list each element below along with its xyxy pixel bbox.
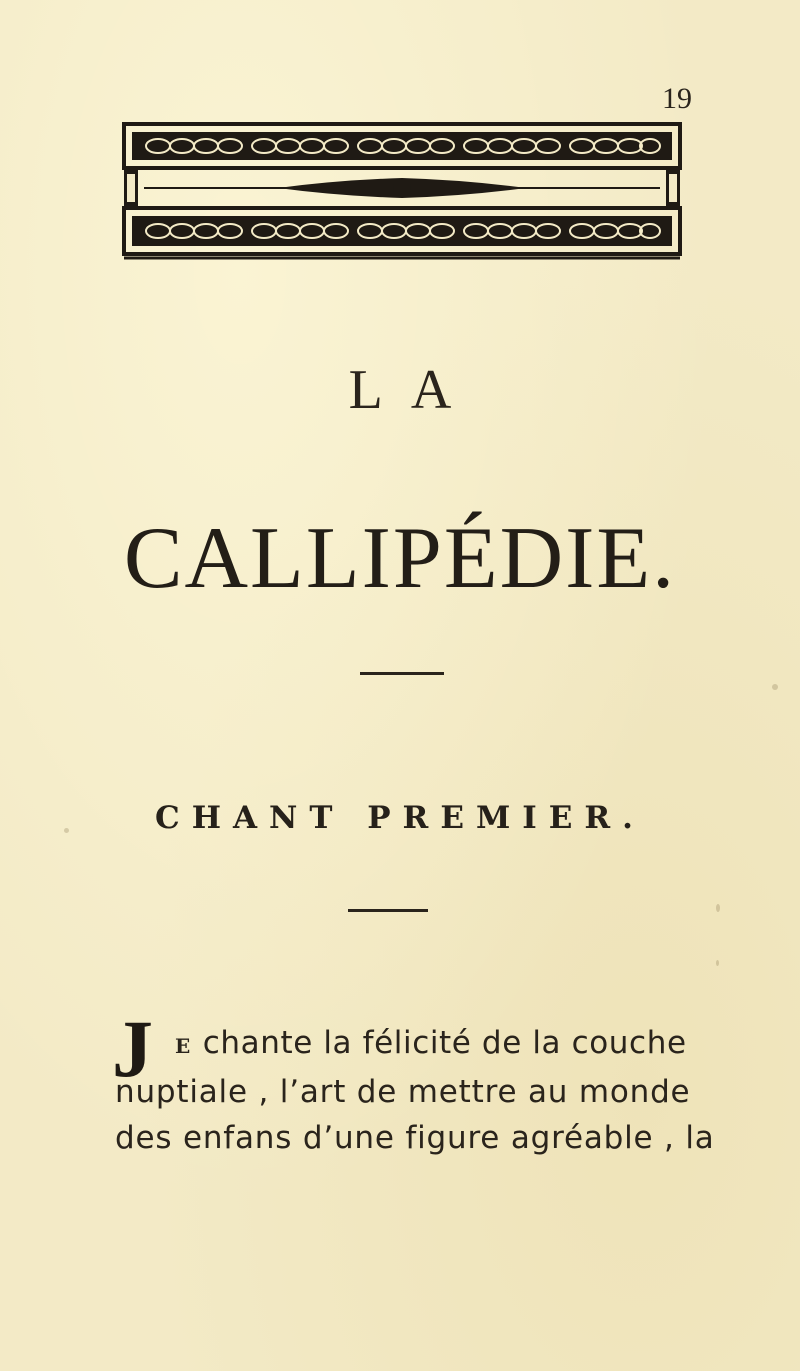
page-number: 19 — [662, 82, 692, 115]
drop-cap: J — [112, 1003, 153, 1094]
paper-spot — [772, 684, 778, 690]
text-line-rest: chante la félicité de la couche — [192, 1025, 687, 1061]
decorative-headpiece-icon — [118, 120, 686, 260]
page-title: CALLIPÉDIE. — [123, 510, 677, 607]
heading-article: LA — [348, 359, 480, 421]
body-paragraph — [115, 1020, 715, 1161]
paper-spot — [64, 828, 69, 833]
text-line: nuptiale , l’art de mettre au monde — [115, 1074, 691, 1110]
paper-spot — [716, 904, 720, 912]
chapter-heading: CHANT PREMIER. — [155, 800, 645, 836]
text-line: des enfans d’une figure agréable , la — [115, 1120, 715, 1156]
title-divider — [360, 672, 444, 675]
paper-spot — [716, 960, 719, 966]
small-cap-letter: E — [175, 1034, 193, 1058]
chapter-divider — [348, 909, 428, 912]
text-line — [115, 1020, 700, 1069]
